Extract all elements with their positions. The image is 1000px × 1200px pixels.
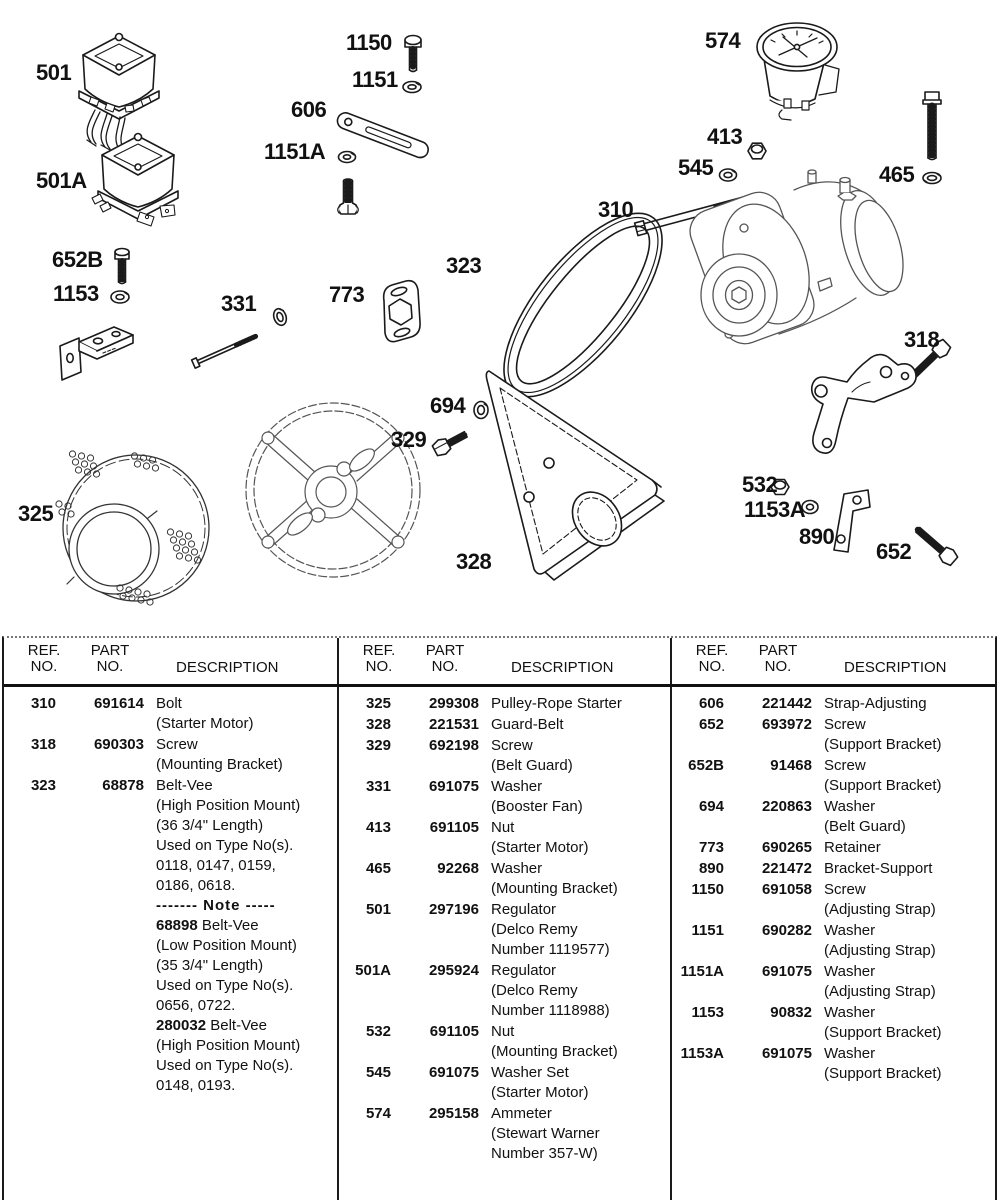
description-cell: Screw (Mounting Bracket) (156, 736, 283, 773)
bolt-465-drawing (923, 92, 941, 160)
ref-no-cell: 501A (355, 962, 391, 979)
callout-323: 323 (446, 253, 482, 278)
description-cell: Screw (Adjusting Strap) (824, 881, 936, 918)
ref-no-cell: 694 (698, 798, 724, 815)
parts-table (2, 636, 997, 1200)
part-no-cell: 90832 (770, 1004, 812, 1021)
ref-no-cell: 465 (365, 860, 391, 877)
part-no-cell: 295158 (428, 1105, 479, 1122)
callout-606: 606 (291, 97, 327, 122)
table-header: REF. NO. PART NO. DESCRIPTION (672, 638, 999, 684)
table-row (339, 777, 670, 817)
starter-generator-drawing (684, 170, 912, 350)
ref-no-cell: 331 (365, 778, 391, 795)
part-no-cell: 691075 (761, 1045, 812, 1062)
table-row (339, 694, 670, 714)
description-cell: Ammeter (Stewart Warner Number 357-W) (491, 1105, 600, 1162)
ref-no-header: REF. (27, 642, 61, 659)
screw-thumb-drawing (338, 179, 359, 214)
part-no-cell: 691105 (429, 819, 479, 836)
callout-1153A: 1153A (744, 497, 806, 522)
washer-331-drawing (271, 307, 288, 327)
table-row (672, 962, 999, 1002)
table-row (672, 1003, 999, 1043)
ref-no-cell: 545 (365, 1064, 391, 1081)
part-no-cell: 221442 (761, 695, 812, 712)
table-column (339, 684, 670, 1200)
callout-329: 329 (391, 427, 427, 452)
table-row (672, 838, 999, 858)
ref-no-cell: 574 (365, 1105, 391, 1122)
part-no-cell: 691075 (428, 778, 479, 795)
callout-1153: 1153 (53, 281, 99, 306)
description-cell: Regulator (Delco Remy Number 1118988) (491, 962, 610, 1019)
table-row (339, 1063, 670, 1103)
callout-318: 318 (904, 327, 940, 352)
callout-545: 545 (678, 155, 714, 180)
ref-no-cell: 328 (365, 716, 391, 733)
part-no-cell: 691058 (761, 881, 812, 898)
callout-501: 501 (36, 60, 72, 85)
part-no-cell: 295924 (428, 962, 479, 979)
part-no-header: PART (425, 642, 465, 659)
description-cell: Nut (Mounting Bracket) (491, 1023, 618, 1060)
part-no-cell: 691614 (93, 695, 144, 712)
washer-545-drawing (720, 169, 737, 181)
callout-532: 532 (742, 472, 778, 497)
part-no-cell: 221472 (761, 860, 812, 877)
table-row (339, 1022, 670, 1062)
table-column (4, 684, 337, 1200)
column-rows (4, 684, 337, 1096)
screw-329-drawing (431, 427, 469, 458)
description-header: DESCRIPTION (844, 659, 947, 676)
table-row (672, 715, 999, 755)
part-no-cell: 68878 (102, 777, 144, 794)
table-row (339, 900, 670, 960)
callout-652: 652 (876, 539, 912, 564)
description-cell: Bolt (Starter Motor) (156, 695, 254, 732)
description-cell: Washer (Adjusting Strap) (824, 963, 936, 1000)
callout-310: 310 (598, 197, 634, 222)
description-cell: Nut (Starter Motor) (491, 819, 589, 856)
part-no-header: PART (758, 642, 798, 659)
ref-no-header: REF. (362, 642, 396, 659)
table-row (339, 715, 670, 735)
ref-no-cell: 318 (30, 736, 56, 753)
screw-652B-drawing (115, 249, 129, 284)
regulator-501-drawing (79, 34, 159, 154)
callout-773: 773 (329, 282, 365, 307)
table-header: REF. NO. PART NO. DESCRIPTION (339, 638, 670, 684)
description-cell: Retainer (824, 839, 881, 856)
column-rows (672, 684, 999, 1084)
callout-328: 328 (456, 549, 492, 574)
part-no-cell: 220863 (761, 798, 812, 815)
callout-1151: 1151 (352, 67, 398, 92)
description-cell: Washer (Belt Guard) (824, 798, 906, 835)
description-cell: Washer (Adjusting Strap) (824, 922, 936, 959)
description-cell: Screw (Belt Guard) (491, 737, 573, 774)
description-cell: Washer (Mounting Bracket) (491, 860, 618, 897)
belt-guard-328-drawing (486, 371, 664, 580)
table-row (672, 694, 999, 714)
part-no-cell: 691075 (428, 1064, 479, 1081)
part-no-cell: 692198 (428, 737, 479, 754)
part-no-cell: 299308 (428, 695, 479, 712)
table-row (4, 735, 337, 775)
washer-465-drawing (923, 173, 941, 184)
ref-no-cell: 532 (365, 1023, 391, 1040)
part-no-cell: 221531 (428, 716, 479, 733)
table-header: REF. NO. PART NO. DESCRIPTION (4, 638, 337, 684)
ref-no-header: REF. (695, 642, 729, 659)
ref-no-cell: 606 (698, 695, 724, 712)
ref-no-cell: 652 (698, 716, 724, 733)
description-cell: Washer (Support Bracket) (824, 1004, 942, 1041)
table-row (4, 776, 337, 1096)
description-cell: Screw (Support Bracket) (824, 757, 942, 794)
table-header-row (4, 638, 995, 687)
table-row (672, 859, 999, 879)
ammeter-574-drawing (757, 23, 839, 120)
callout-501A: 501A (36, 168, 87, 193)
callout-465: 465 (879, 162, 915, 187)
table-row (672, 1044, 999, 1084)
ref-no-cell: 501 (365, 901, 391, 918)
table-row (672, 797, 999, 837)
callout-331: 331 (221, 291, 257, 316)
callout-1150: 1150 (346, 30, 392, 55)
ref-no-cell: 323 (30, 777, 56, 794)
washer-1151-drawing (403, 82, 421, 93)
ref-no-cell: 890 (698, 860, 724, 877)
description-cell: Guard-Belt (491, 716, 564, 733)
table-row (672, 880, 999, 920)
part-no-cell: 691105 (429, 1023, 479, 1040)
nut-413-drawing (748, 143, 766, 159)
retainer-773-drawing (384, 281, 420, 342)
table-row (339, 961, 670, 1021)
part-no-cell: 297196 (428, 901, 479, 918)
mounting-bracket-drawing (812, 355, 916, 454)
part-no-cell: 91468 (770, 757, 812, 774)
ref-no-cell: 1153A (680, 1045, 724, 1062)
table-row (339, 736, 670, 776)
ref-no-cell: 329 (365, 737, 391, 754)
description-cell: Pulley-Rope Starter (491, 695, 622, 712)
ref-no-cell: 1151A (680, 963, 724, 980)
description-cell: Washer Set (Starter Motor) (491, 1064, 589, 1101)
description-cell: Washer (Support Bracket) (824, 1045, 942, 1082)
part-no-cell: 92268 (437, 860, 479, 877)
table-row (672, 921, 999, 961)
callout-574: 574 (705, 28, 741, 53)
callout-413: 413 (707, 124, 743, 149)
ref-no-cell: 1153 (691, 1004, 724, 1021)
support-bracket-890-drawing (834, 490, 870, 552)
ref-no-cell: 310 (30, 695, 56, 712)
column-rows (339, 684, 670, 1164)
description-cell: Bracket-Support (824, 860, 933, 877)
part-no-header: PART (90, 642, 130, 659)
description-cell: Screw (Support Bracket) (824, 716, 942, 753)
table-row (339, 818, 670, 858)
callout-1151A: 1151A (264, 139, 326, 164)
table-row (4, 694, 337, 734)
part-no-cell: 690265 (761, 839, 812, 856)
callout-890: 890 (799, 524, 835, 549)
ref-no-cell: 325 (365, 695, 391, 712)
table-row (339, 1104, 670, 1164)
description-cell: Regulator (Delco Remy Number 1119577) (491, 901, 610, 958)
part-no-cell: 690303 (93, 736, 144, 753)
ref-no-cell: 1150 (691, 881, 724, 898)
table-row (672, 756, 999, 796)
description-cell: Washer (Booster Fan) (491, 778, 583, 815)
ref-no-cell: 413 (365, 819, 391, 836)
part-no-cell: 690282 (761, 922, 812, 939)
bolt-331-drawing (192, 332, 258, 368)
washer-1151A-drawing (339, 152, 356, 163)
ref-no-cell: 652B (688, 757, 724, 774)
screw-652-drawing (913, 524, 960, 568)
ref-no-cell: 1151 (691, 922, 724, 939)
description-cell: Belt-Vee (High Position Mount) (36 3/4" Length) Used on Type No(s). 0118, 0147, 0159, 0186, 0618. ------- Note ----- 68898 Belt-Vee (Low Position Mount) (35 3/4" Length) Used on Type No(s). 0656, 0722. 280032 Belt-Vee (High Position Mount) Used on Type No(s). 0148, 0193. (156, 777, 301, 1094)
callout-325: 325 (18, 501, 54, 526)
table-row (339, 859, 670, 899)
angle-bracket-drawing (60, 327, 133, 380)
callout-694: 694 (430, 393, 466, 418)
screen-325-drawing (56, 451, 209, 605)
description-cell: Strap-Adjusting (824, 695, 927, 712)
description-header: DESCRIPTION (511, 659, 614, 676)
washer-1153-drawing (111, 291, 129, 303)
table-column (672, 684, 999, 1200)
description-header: DESCRIPTION (176, 659, 279, 676)
part-no-cell: 693972 (761, 716, 812, 733)
callout-652B: 652B (52, 247, 103, 272)
part-no-cell: 691075 (761, 963, 812, 980)
ref-no-cell: 773 (698, 839, 724, 856)
washer-694-drawing (474, 402, 488, 419)
screw-1150-drawing (405, 36, 421, 72)
